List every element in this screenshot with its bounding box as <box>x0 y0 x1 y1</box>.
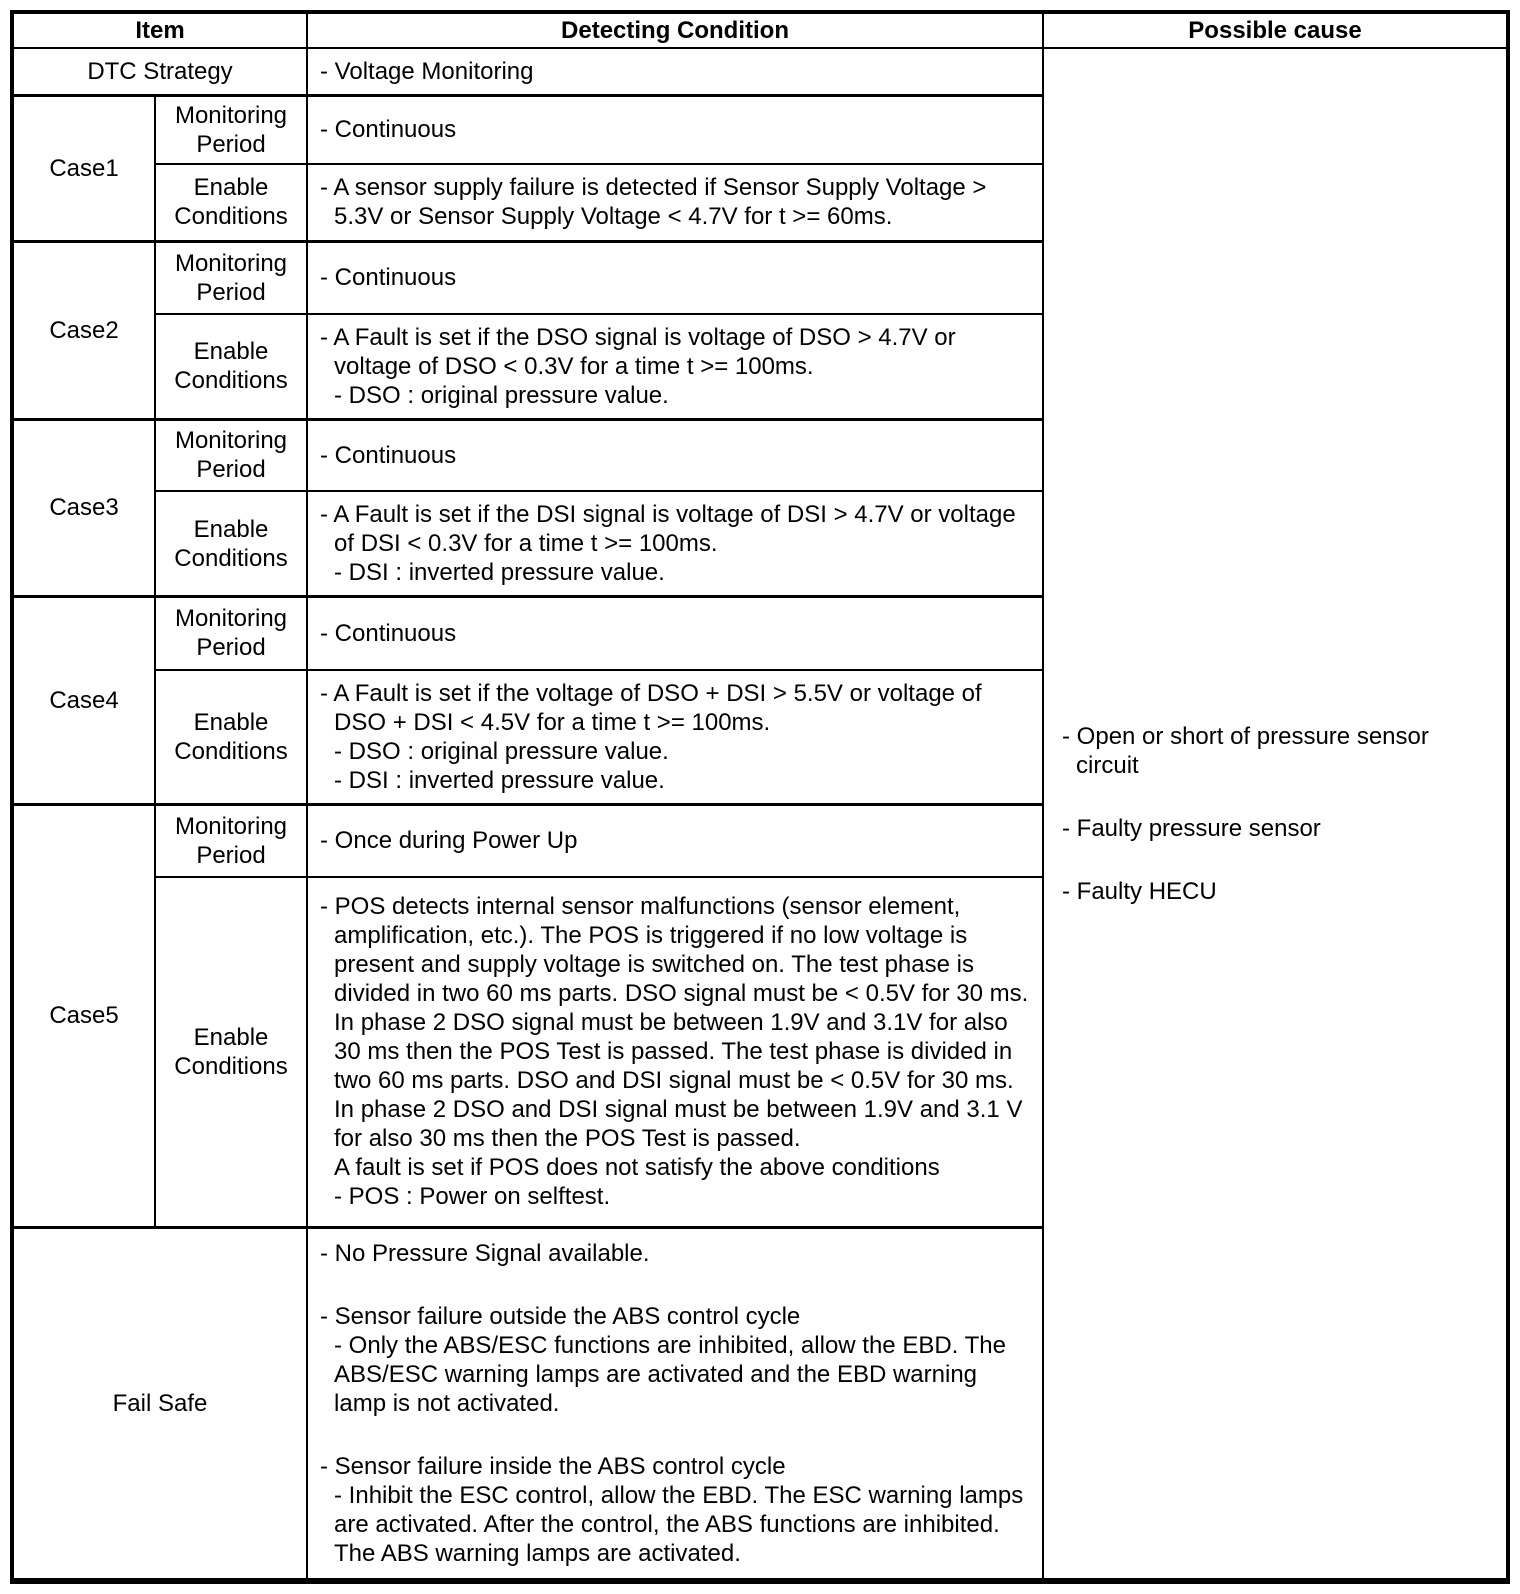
condition-subnote: - DSO : original pressure value. <box>334 737 669 765</box>
fail-safe-item: - No Pressure Signal available. <box>320 1239 650 1267</box>
case4-monitoring-period-value <box>307 597 1043 670</box>
case1-enable-conditions-value <box>307 164 1043 242</box>
case5-enable-conditions-value <box>307 877 1043 1227</box>
condition-bullet: - Continuous <box>320 264 457 292</box>
header-possible-cause: Possible cause <box>1043 12 1508 48</box>
dtc-detecting-condition-table <box>10 10 1510 1584</box>
case1-monitoring-period-value <box>307 96 1043 164</box>
case3-enable-conditions-label: Enable Conditions <box>155 491 307 597</box>
fail-safe-value <box>307 1227 1043 1581</box>
case2-enable-conditions-label: Enable Conditions <box>155 314 307 420</box>
case2-monitoring-period-label: Monitoring Period <box>155 242 307 314</box>
case3-label: Case3 <box>12 419 155 597</box>
condition-bullet: - POS detects internal sensor malfunctions (sensor element, amplification, etc.). The POS is triggered if no low voltage is present and supply voltage is switched on. The test phase is divided in two 60 ms parts. DSO signal must be < 0.5V for 30 ms. In phase 2 DSO signal must be between 1.9V and 3.1V for also 30 ms then the POS Test is passed. The test phase is divided in two 60 ms parts. DSO and DSI signal must be < 0.5V for 30 ms. In phase 2 DSO and DSI signal must be between 1.9V and 3.1 V for also 30 ms then the POS Test is passed. <box>320 893 1029 1153</box>
case1-label: Case1 <box>12 96 155 242</box>
case3-monitoring-period-label: Monitoring Period <box>155 419 307 491</box>
condition-subnote: - DSI : inverted pressure value. <box>334 766 665 794</box>
case4-label: Case4 <box>12 597 155 805</box>
case4-monitoring-period-label: Monitoring Period <box>155 597 307 670</box>
case2-label: Case2 <box>12 242 155 420</box>
case5-label: Case5 <box>12 804 155 1227</box>
condition-bullet: - Once during Power Up <box>320 827 578 855</box>
condition-bullet: - Continuous <box>320 441 457 469</box>
spacer <box>1062 843 1482 877</box>
dtc-strategy-condition-cell <box>307 48 1043 96</box>
condition-subnote: - DSO : original pressure value. <box>334 381 669 409</box>
case2-enable-conditions-value <box>307 314 1043 420</box>
condition-line: A fault is set if POS does not satisfy the above conditions <box>334 1154 940 1182</box>
condition-subnote: - DSI : inverted pressure value. <box>334 559 665 586</box>
condition-subnote: - POS : Power on selftest. <box>334 1183 611 1211</box>
dtc-strategy-row <box>12 48 1508 96</box>
header-row <box>12 12 1508 48</box>
case5-monitoring-period-value <box>307 804 1043 877</box>
case1-monitoring-period-label: Monitoring Period <box>155 96 307 164</box>
case2-monitoring-period-value <box>307 242 1043 314</box>
possible-cause-cell <box>1043 48 1508 1581</box>
fail-safe-subitem: - Only the ABS/ESC functions are inhibited, allow the EBD. The ABS/ESC warning lamps are activated and the EBD warning lamp is not activated. <box>334 1331 1006 1417</box>
condition-bullet: - A Fault is set if the DSO signal is voltage of DSO > 4.7V or voltage of DSO < 0.3V for a time t >= 100ms. <box>320 323 956 380</box>
possible-cause-item: - Open or short of pressure sensor circuit <box>1062 722 1429 779</box>
case3-monitoring-period-value <box>307 419 1043 491</box>
case4-enable-conditions-value <box>307 670 1043 805</box>
header-item: Item <box>12 12 307 48</box>
condition-bullet: - Continuous <box>320 116 457 144</box>
case3-enable-conditions-value <box>307 491 1043 597</box>
spacer <box>320 1268 1032 1302</box>
fail-safe-subitem: - Inhibit the ESC control, allow the EBD. The ESC warning lamps are activated. After the control, the ABS functions are inhibited. The ABS warning lamps are activated. <box>334 1481 1024 1567</box>
possible-cause-item: - Faulty HECU <box>1062 877 1217 905</box>
condition-bullet: - A sensor supply failure is detected if Sensor Supply Voltage > 5.3V or Sensor Supply Voltage < 4.7V for t >= 60ms. <box>320 174 987 231</box>
spacer <box>320 1418 1032 1452</box>
header-detecting-condition: Detecting Condition <box>307 12 1043 48</box>
dtc-strategy-condition: - Voltage Monitoring <box>320 58 534 85</box>
fail-safe-label: Fail Safe <box>12 1227 307 1581</box>
condition-bullet: - A Fault is set if the voltage of DSO + DSI > 5.5V or voltage of DSO + DSI < 4.5V for a time t >= 100ms. <box>320 679 982 736</box>
spacer <box>1062 780 1482 814</box>
fail-safe-item: - Sensor failure inside the ABS control cycle <box>320 1452 786 1480</box>
case5-enable-conditions-label: Enable Conditions <box>155 877 307 1227</box>
case4-enable-conditions-label: Enable Conditions <box>155 670 307 805</box>
condition-bullet: - Continuous <box>320 619 457 647</box>
condition-bullet: - A Fault is set if the DSI signal is voltage of DSI > 4.7V or voltage of DSI < 0.3V for a time t >= 100ms. <box>320 501 1016 557</box>
case1-enable-conditions-label: Enable Conditions <box>155 164 307 242</box>
dtc-strategy-label: DTC Strategy <box>12 48 307 96</box>
fail-safe-item: - Sensor failure outside the ABS control cycle <box>320 1302 801 1330</box>
case5-monitoring-period-label: Monitoring Period <box>155 804 307 877</box>
possible-cause-item: - Faulty pressure sensor <box>1062 814 1321 842</box>
